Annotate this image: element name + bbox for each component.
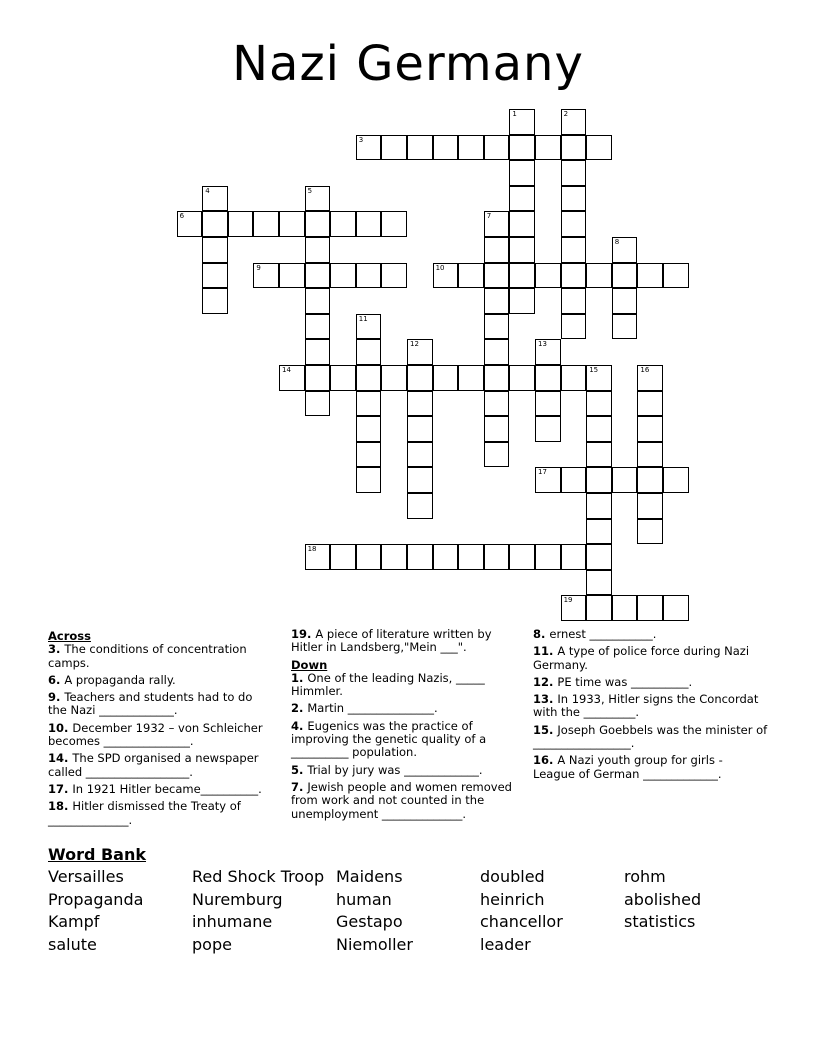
grid-cell[interactable]: [663, 595, 689, 621]
grid-cell[interactable]: [612, 288, 638, 314]
grid-cell[interactable]: [561, 109, 587, 135]
across-header: Across: [48, 629, 91, 643]
grid-cell[interactable]: [407, 135, 433, 161]
grid-cell[interactable]: [407, 391, 433, 417]
word-bank-item: chancellor: [480, 912, 563, 932]
grid-cell[interactable]: [305, 544, 331, 570]
clue-item-number: 11.: [533, 644, 558, 659]
grid-cell[interactable]: [586, 263, 612, 289]
grid-cell[interactable]: [484, 339, 510, 365]
clue-item-text: Eugenics was the practice of improving the genetic quality of a __________ population.: [291, 718, 487, 760]
grid-cell[interactable]: [433, 544, 459, 570]
grid-cell[interactable]: [484, 391, 510, 417]
grid-cell[interactable]: [356, 416, 382, 442]
clue-item-text: Joseph Goebbels was the minister of _________________.: [533, 722, 768, 751]
clue-item-number: 2.: [291, 701, 308, 716]
clue-item-number: 15.: [533, 722, 558, 737]
clue-item: [533, 754, 768, 781]
grid-cell[interactable]: [279, 365, 305, 391]
clue-item-text: A propaganda rally.: [64, 672, 176, 687]
clue-item: [48, 691, 270, 718]
grid-cell[interactable]: [202, 288, 228, 314]
grid-cell[interactable]: [509, 160, 535, 186]
clue-number: 5: [307, 186, 313, 195]
grid-cell[interactable]: [484, 237, 510, 263]
grid-cell[interactable]: [458, 135, 484, 161]
grid-cell[interactable]: [561, 211, 587, 237]
grid-cell[interactable]: [637, 391, 663, 417]
clue-item-number: 4.: [291, 718, 308, 733]
clue-item-text: The conditions of concentration camps.: [48, 642, 247, 670]
grid-cell[interactable]: [305, 288, 331, 314]
word-bank-item: rohm: [624, 867, 666, 886]
clue-item-text: ernest ___________.: [549, 627, 657, 641]
clue-number: 11: [358, 314, 368, 323]
word-bank-item: human: [336, 889, 392, 909]
grid-cell[interactable]: [586, 416, 612, 442]
grid-cell[interactable]: [586, 519, 612, 545]
grid-cell[interactable]: [637, 467, 663, 493]
grid-cell[interactable]: [509, 186, 535, 212]
clue-item-text: Jewish people and women removed from work and not counted in the unemployment ______________.: [291, 779, 512, 821]
clue-item-number: 8.: [533, 627, 550, 641]
grid-cell[interactable]: [663, 263, 689, 289]
grid-cell[interactable]: [586, 544, 612, 570]
grid-cell[interactable]: [356, 544, 382, 570]
clue-item-text: A piece of literature written by Hitler in Landsberg,"Mein ___".: [291, 627, 492, 655]
grid-cell[interactable]: [330, 211, 356, 237]
grid-cell[interactable]: [407, 493, 433, 519]
clue-item-text: In 1921 Hitler became__________.: [72, 781, 262, 796]
clue-item: [48, 752, 270, 779]
grid-cell[interactable]: [381, 365, 407, 391]
grid-cell[interactable]: [305, 391, 331, 417]
clue-item-number: 7.: [291, 779, 308, 794]
grid-cell[interactable]: [253, 263, 279, 289]
clue-item: [48, 800, 270, 827]
grid-cell[interactable]: [535, 391, 561, 417]
grid-cell[interactable]: [612, 314, 638, 340]
grid-cell[interactable]: [356, 391, 382, 417]
grid-cell[interactable]: [561, 135, 587, 161]
grid-cell[interactable]: [407, 339, 433, 365]
word-bank-item: pope: [192, 935, 232, 955]
grid-cell[interactable]: [279, 211, 305, 237]
clue-item-text: The SPD organised a newspaper called __________________.: [48, 751, 259, 779]
grid-cell[interactable]: [663, 467, 689, 493]
grid-cell[interactable]: [356, 211, 382, 237]
grid-cell[interactable]: [305, 365, 331, 391]
grid-cell[interactable]: [305, 263, 331, 289]
grid-cell[interactable]: [407, 416, 433, 442]
clue-item-number: 18.: [48, 799, 73, 814]
clue-number: 6: [179, 212, 185, 221]
grid-cell[interactable]: [305, 237, 331, 263]
grid-cell[interactable]: [356, 442, 382, 468]
grid-cell[interactable]: [612, 595, 638, 621]
clue-item-number: 16.: [533, 753, 558, 768]
clue-number: 17: [538, 468, 547, 477]
grid-cell[interactable]: [279, 263, 305, 289]
grid-cell[interactable]: [509, 135, 535, 161]
grid-cell[interactable]: [586, 365, 612, 391]
grid-cell[interactable]: [509, 109, 535, 135]
word-bank-item: Nuremburg: [192, 889, 283, 909]
grid-cell[interactable]: [407, 544, 433, 570]
grid-cell[interactable]: [637, 519, 663, 545]
grid-cell[interactable]: [561, 365, 587, 391]
grid-cell[interactable]: [330, 544, 356, 570]
clue-item-text: PE time was __________.: [557, 674, 693, 689]
grid-cell[interactable]: [535, 365, 561, 391]
word-bank-item: salute: [48, 935, 97, 955]
grid-cell[interactable]: [561, 544, 587, 570]
word-bank-item: Gestapo: [336, 912, 403, 932]
clue-item-text: December 1932 – von Schleicher becomes _______________.: [48, 720, 263, 749]
grid-cell[interactable]: [561, 314, 587, 340]
word-bank-item: abolished: [624, 889, 702, 909]
grid-cell[interactable]: [433, 263, 459, 289]
word-bank-item: Niemoller: [336, 935, 413, 955]
grid-cell[interactable]: [586, 570, 612, 596]
clue-item-text: Martin _______________.: [307, 701, 438, 716]
grid-cell[interactable]: [561, 237, 587, 263]
down-header: Down: [291, 657, 328, 672]
grid-cell[interactable]: [356, 467, 382, 493]
grid-cell[interactable]: [228, 211, 254, 237]
clue-number: 3: [358, 135, 364, 144]
clue-item: [533, 724, 768, 751]
grid-cell[interactable]: [177, 211, 203, 237]
clue-item-text: One of the leading Nazis, _____ Himmler.: [291, 670, 485, 699]
clue-item-number: 3.: [48, 642, 65, 657]
grid-cell[interactable]: [305, 314, 331, 340]
grid-cell[interactable]: [381, 211, 407, 237]
clue-item-text: A type of police force during Nazi Germany.: [533, 644, 750, 672]
clue-item: [291, 720, 523, 760]
clue-number: 7: [486, 212, 492, 221]
grid-cell[interactable]: [458, 263, 484, 289]
grid-cell[interactable]: [637, 365, 663, 391]
grid-cell[interactable]: [484, 442, 510, 468]
word-bank-item: Versailles: [48, 867, 124, 886]
grid-cell[interactable]: [561, 595, 587, 621]
grid-cell[interactable]: [535, 263, 561, 289]
clue-number: 9: [256, 263, 261, 272]
grid-cell[interactable]: [586, 467, 612, 493]
clue-item-text: In 1933, Hitler signs the Concordat with the _________.: [533, 692, 759, 720]
grid-cell[interactable]: [202, 237, 228, 263]
grid-cell[interactable]: [407, 442, 433, 468]
word-bank-item: doubled: [480, 867, 545, 886]
clues-column-2: [291, 628, 523, 825]
clue-item: [48, 783, 270, 796]
word-bank-item: Kampf: [48, 912, 100, 932]
grid-cell[interactable]: [561, 186, 587, 212]
grid-cell[interactable]: [612, 263, 638, 289]
word-bank-item: Maidens: [336, 867, 403, 886]
grid-cell[interactable]: [509, 365, 535, 391]
grid-cell[interactable]: [484, 211, 510, 237]
grid-cell[interactable]: [407, 365, 433, 391]
grid-cell[interactable]: [561, 288, 587, 314]
clue-item-number: 10.: [48, 720, 73, 735]
clue-item-number: 5.: [291, 762, 308, 777]
clue-number: 12: [410, 340, 419, 349]
grid-cell[interactable]: [561, 160, 587, 186]
clue-item-number: 13.: [533, 692, 558, 707]
clue-number: 10: [435, 263, 445, 272]
grid-cell[interactable]: [586, 391, 612, 417]
word-bank-item: inhumane: [192, 912, 273, 932]
clue-number: 15: [589, 366, 599, 374]
grid-cell[interactable]: [305, 339, 331, 365]
grid-cell[interactable]: [202, 211, 228, 237]
clue-item-number: 19.: [291, 627, 316, 641]
word-bank-item: Red Shock Troop: [192, 867, 325, 886]
clue-item: [533, 693, 768, 720]
clue-number: 19: [563, 596, 573, 605]
clue-item-text: A Nazi youth group for girls - League of German _____________.: [533, 753, 723, 781]
clue-item-text: Hitler dismissed the Treaty of ______________.: [48, 799, 241, 827]
grid-cell[interactable]: [535, 416, 561, 442]
word-bank-title: Word Bank: [48, 845, 147, 864]
grid-cell[interactable]: [356, 263, 382, 289]
grid-cell[interactable]: [202, 186, 228, 212]
grid-cell[interactable]: [356, 314, 382, 340]
grid-cell[interactable]: [586, 493, 612, 519]
grid-cell[interactable]: [381, 263, 407, 289]
grid-cell[interactable]: [637, 263, 663, 289]
clue-number: 16: [640, 366, 650, 374]
grid-cell[interactable]: [484, 135, 510, 161]
grid-cell[interactable]: [484, 544, 510, 570]
grid-cell[interactable]: [509, 544, 535, 570]
clue-item: [291, 781, 523, 821]
grid-cell[interactable]: [509, 237, 535, 263]
grid-cell[interactable]: [356, 135, 382, 161]
grid-cell[interactable]: [509, 211, 535, 237]
clue-number: 4: [205, 186, 210, 195]
grid-cell[interactable]: [253, 211, 279, 237]
grid-cell[interactable]: [509, 288, 535, 314]
clue-item: [48, 643, 270, 670]
grid-cell[interactable]: [356, 365, 382, 391]
grid-cell[interactable]: [305, 186, 331, 212]
grid-cell[interactable]: [535, 135, 561, 161]
clue-item: [291, 672, 523, 699]
grid-cell[interactable]: [535, 467, 561, 493]
clue-number: 13: [538, 340, 547, 349]
grid-cell[interactable]: [637, 595, 663, 621]
clue-number: 2: [563, 110, 569, 118]
grid-cell[interactable]: [433, 135, 459, 161]
grid-cell[interactable]: [484, 314, 510, 340]
grid-cell[interactable]: [586, 442, 612, 468]
clue-item: [48, 722, 270, 749]
grid-cell[interactable]: [637, 416, 663, 442]
word-bank-item: leader: [480, 935, 531, 955]
clue-item: [533, 676, 768, 689]
clues-column-3: [533, 628, 768, 785]
word-bank-item: statistics: [624, 912, 696, 932]
word-bank: [48, 866, 768, 966]
grid-cell[interactable]: [356, 339, 382, 365]
clue-item-number: 9.: [48, 690, 65, 705]
clue-number: 8: [614, 238, 620, 246]
clue-number: 18: [307, 545, 317, 554]
grid-cell[interactable]: [202, 263, 228, 289]
clue-item: [291, 628, 523, 655]
clue-item-number: 6.: [48, 672, 65, 687]
clue-item: [533, 628, 768, 641]
grid-cell[interactable]: [305, 211, 331, 237]
clue-item-text: Teachers and students had to do the Nazi _____________.: [48, 690, 253, 718]
grid-cell[interactable]: [561, 467, 587, 493]
clues-column-1: [48, 628, 270, 831]
clue-item: [291, 702, 523, 715]
clue-item: [48, 674, 270, 687]
grid-cell[interactable]: [561, 263, 587, 289]
clue-item-number: 1.: [291, 670, 308, 685]
clue-number: 1: [512, 110, 517, 118]
grid-cell[interactable]: [637, 493, 663, 519]
clue-item-text: Trial by jury was _____________.: [307, 762, 483, 777]
grid-cell[interactable]: [535, 544, 561, 570]
grid-cell[interactable]: [586, 595, 612, 621]
clue-item-number: 14.: [48, 751, 73, 766]
grid-cell[interactable]: [381, 544, 407, 570]
grid-cell[interactable]: [509, 263, 535, 289]
clue-number: 14: [282, 366, 291, 374]
grid-cell[interactable]: [484, 365, 510, 391]
grid-cell[interactable]: [535, 339, 561, 365]
clue-item-number: 17.: [48, 781, 73, 796]
grid-cell[interactable]: [484, 263, 510, 289]
clue-item-number: 12.: [533, 674, 558, 689]
grid-cell[interactable]: [458, 544, 484, 570]
word-bank-item: Propaganda: [48, 889, 144, 909]
grid-cell[interactable]: [381, 135, 407, 161]
grid-cell[interactable]: [484, 416, 510, 442]
grid-cell[interactable]: [586, 135, 612, 161]
grid-cell[interactable]: [612, 467, 638, 493]
word-bank-item: heinrich: [480, 889, 545, 909]
page-title: Nazi Germany: [232, 36, 584, 92]
grid-cell[interactable]: [484, 288, 510, 314]
grid-cell[interactable]: [612, 237, 638, 263]
grid-cell[interactable]: [433, 365, 459, 391]
grid-cell[interactable]: [330, 365, 356, 391]
grid-cell[interactable]: [458, 365, 484, 391]
clue-item: [533, 645, 768, 672]
grid-cell[interactable]: [637, 442, 663, 468]
grid-cell[interactable]: [330, 263, 356, 289]
clue-item: [291, 764, 523, 777]
grid-cell[interactable]: [407, 467, 433, 493]
